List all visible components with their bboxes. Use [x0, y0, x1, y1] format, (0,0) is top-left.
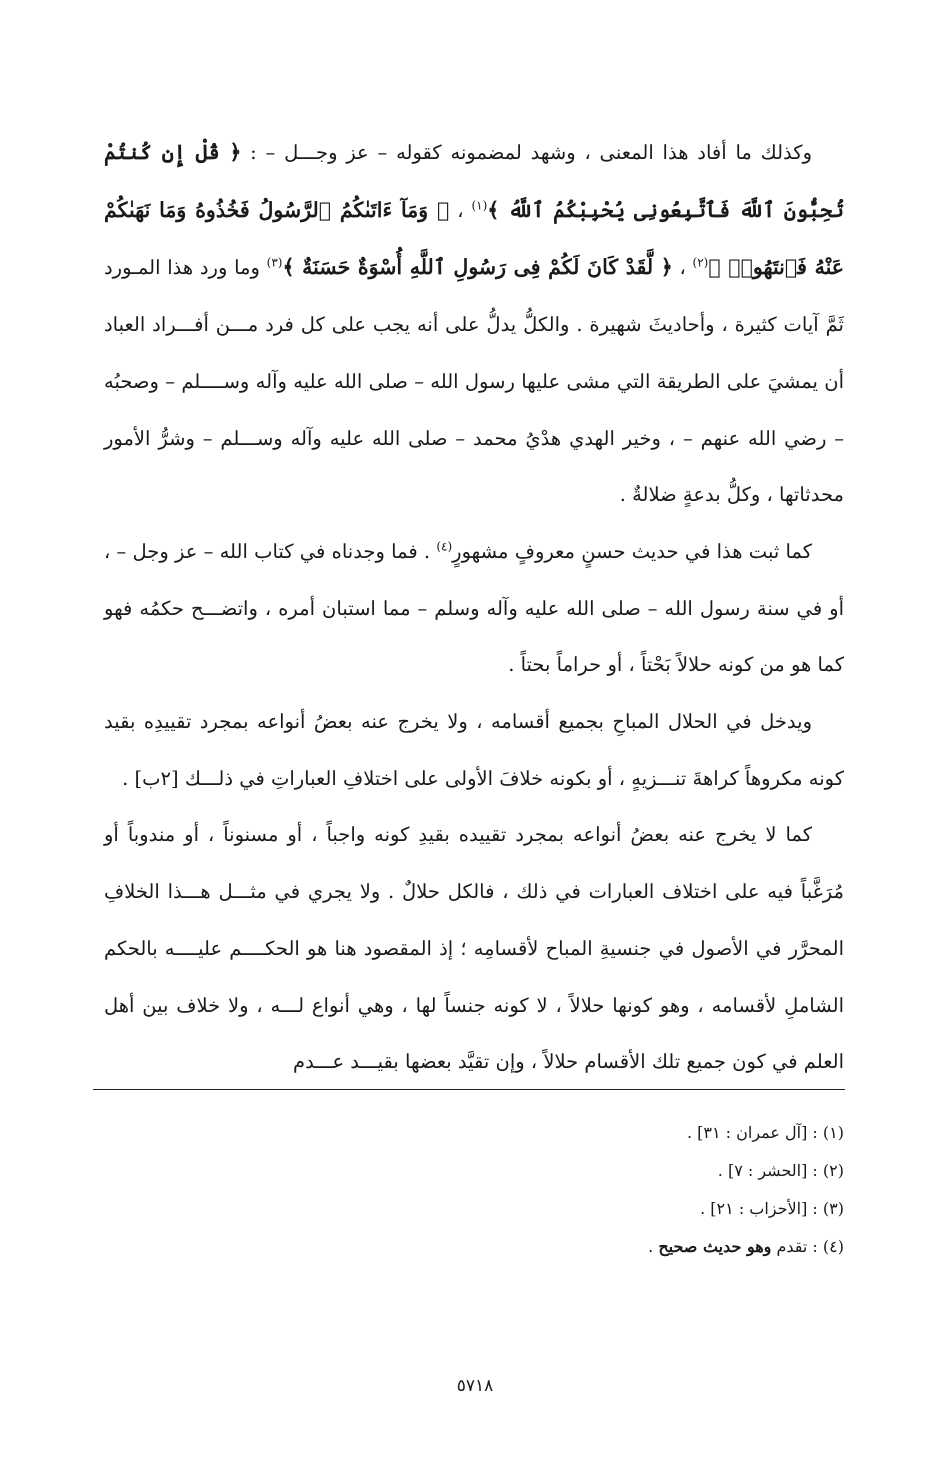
paragraph-1	[104, 124, 844, 524]
text-segment: كما ثبت هذا في حديث حسنٍ معروفٍ مشهورٍ	[452, 539, 812, 563]
text-segment: وما ورد هذا المـورد ثَمَّ آيات كثيرة ، وأحاديثَ شهيرة . والكلُّ يدلُّ على أنه يجب على كل فرد مـــن أفـــراد العباد أن يمشيَ على الطريقة التي مشى عليها رسول الله – صلى الله عليه وآله وســــلم – وصحبُه – رضي الله عنهم – ، وخير الهدي هدْيُ محمد – صلى الله عليه وآله وســـلم – وشرُّ الأمور محدثاتها ، وكلُّ بدعةٍ ضلالةٌ .	[104, 256, 844, 507]
footnote-ref: (٤)	[436, 539, 453, 554]
footnote-ref: (٢)	[692, 255, 709, 270]
text-segment: ،	[449, 198, 472, 222]
footnote-ref: (٣)	[266, 255, 283, 270]
footnote-4	[104, 1228, 844, 1266]
footnote-1	[104, 1114, 844, 1152]
paragraph-2	[104, 524, 844, 694]
footnote-3	[104, 1190, 844, 1228]
footnote-number: (٣)	[822, 1199, 844, 1218]
quran-verse: ﴿ قُلْ إِن كُنتُمْ تُحِبُّونَ ٱللَّهَ فَٱتَّبِعُونِى يُحْبِبْكُمُ ٱللَّهُ ﴾	[104, 140, 844, 222]
footnote-separator	[93, 1089, 845, 1090]
footnote-number: (١)	[822, 1123, 844, 1142]
footnote-number: (٤)	[822, 1237, 844, 1256]
text-segment: ويدخل في الحلال المباحِ بجميع أقسامه ، ولا يخرج عنه بعضُ أنواعه بمجرد تقييدِه بقيد كونه مكروهاً كراهةَ تنـــزيهٍ ، أو بكونه خلافَ الأولى على اختلافِ العباراتِ في ذلـــك [٢ب] .	[104, 710, 844, 790]
footnote-text: : [الحشر : ٧] .	[717, 1161, 823, 1180]
footnote-number: (٢)	[822, 1161, 844, 1180]
quran-verse: ﴿ وَمَآ ءَاتَىٰكُمُ ٱلرَّسُولُ فَخُذُوهُ وَمَا نَهَىٰكُمْ عَنْهُ فَٱنتَهُوا۟ ﴾	[104, 197, 844, 280]
footnote-text: : [آل عمران : ٣١] .	[686, 1123, 823, 1142]
footnotes	[104, 1114, 844, 1266]
quran-verse: ﴿ لَّقَدْ كَانَ لَكُمْ فِى رَسُولِ ٱللَّهِ أُسْوَةٌ حَسَنَةٌ ﴾	[282, 255, 673, 280]
text-segment: ،	[672, 256, 693, 280]
paragraph-4	[104, 807, 844, 1091]
text-segment: كما لا يخرج عنه بعضُ أنواعه بمجرد تقييده بقيدِ كونه واجباً ، أو مسنوناً ، أو مندوباً أو مُرَغَّباً فيه على اختلاف العبارات في ذلك ، فالكل حلالٌ . ولا يجري في مثـــل هـــذا الخلافِ المحرَّر في الأصول في جنسيةِ المباح لأقسامِه ؛ إذ المقصود هنا هو الحكــــم عليــــه بالحكم الشاملِ لأقسامه ، وهو كونها حلالاً ، لا كونه جنساً لها ، وهي أنواع لـــه ، ولا خلاف بين أهل العلم في كون جميع تلك الأقسام حلالاً ، وإن تقيَّد بعضها بقيـــد عـــدم	[104, 823, 844, 1074]
footnote-tail: .	[648, 1237, 659, 1256]
text-segment: . فما وجدناه في كتاب الله – عز وجل – ، أو في سنة رسول الله – صلى الله عليه وآله وسلم – مما استبان أمره ، واتضـــح حكمُه فهو كما هو من كونه حلالاً بَحْتاً ، أو حراماً بحتاً .	[104, 539, 844, 677]
footnote-ref: (١)	[471, 198, 488, 213]
text-segment: وكذلك ما أفاد هذا المعنى ، وشهد لمضمونه كقوله – عز وجـــل – :	[241, 141, 812, 164]
footnote-bold-text: وهو حديث صحيح	[658, 1237, 772, 1256]
footnote-text: : تقدم	[771, 1237, 823, 1256]
footnote-text: : [الأحزاب : ٢١] .	[700, 1199, 823, 1218]
page-number: ٥٧١٨	[456, 1376, 494, 1396]
footnote-2	[104, 1152, 844, 1190]
paragraph-3	[104, 694, 844, 807]
main-text	[104, 124, 844, 1091]
